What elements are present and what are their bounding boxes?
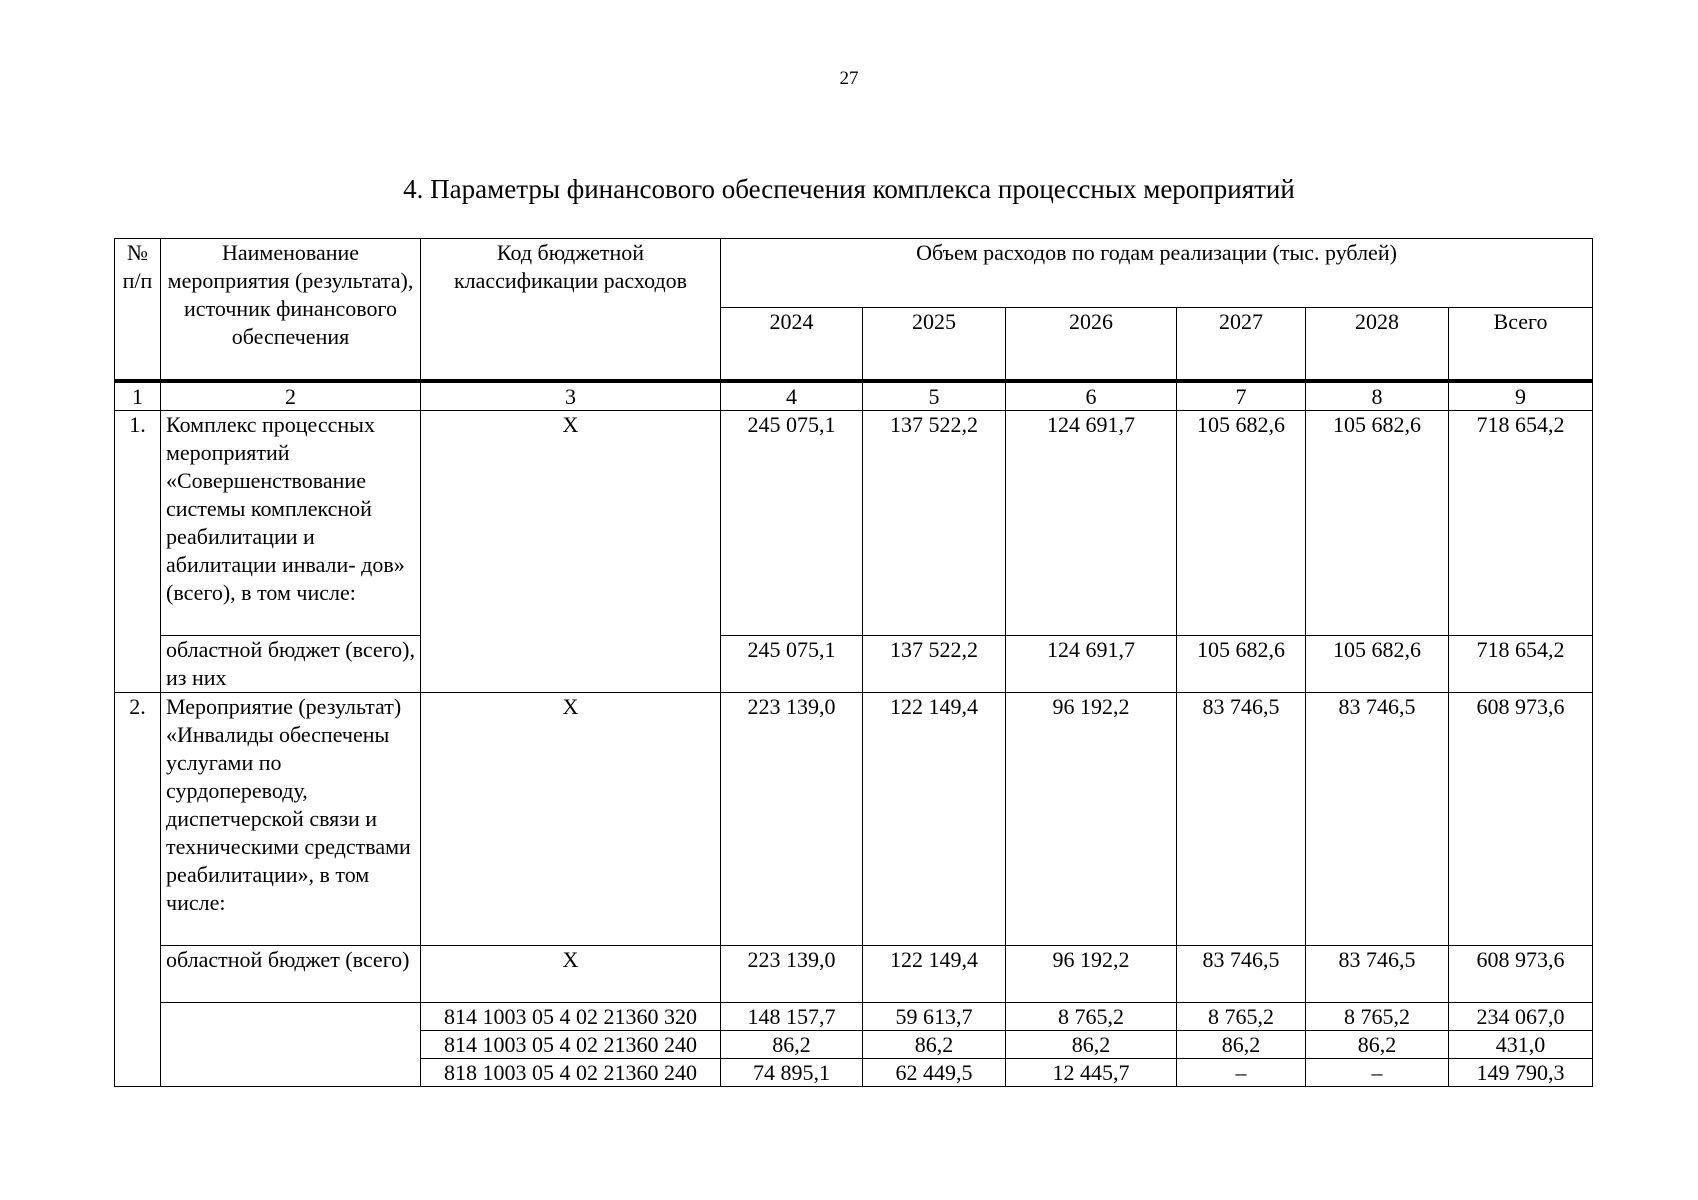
row-code: Х <box>421 946 721 1003</box>
header-row <box>115 239 1593 308</box>
row-value: 124 691,7 <box>1006 636 1177 693</box>
row-value: 122 149,4 <box>863 946 1006 1003</box>
row-value-total: 718 654,2 <box>1449 411 1593 636</box>
table-row <box>115 1003 1593 1031</box>
row-value: 105 682,6 <box>1177 411 1306 636</box>
header-year: 2024 <box>721 308 863 381</box>
header-total: Всего <box>1449 308 1593 381</box>
row-value: 122 149,4 <box>863 693 1006 946</box>
row-value: 74 895,1 <box>721 1059 863 1087</box>
row-value: 86,2 <box>1177 1031 1306 1059</box>
row-value: 83 746,5 <box>1306 946 1449 1003</box>
row-value-total: 608 973,6 <box>1449 946 1593 1003</box>
page-number: 27 <box>839 68 859 89</box>
row-value-total: 149 790,3 <box>1449 1059 1593 1087</box>
header-code: Код бюджетной классификации расходов <box>421 239 721 382</box>
row-code: 818 1003 05 4 02 21360 240 <box>421 1059 721 1087</box>
row-value: 86,2 <box>1006 1031 1177 1059</box>
row-value: 245 075,1 <box>721 411 863 636</box>
header-year: 2027 <box>1177 308 1306 381</box>
row-name: Комплекс процессных мероприятий «Совершенствование системы комплексной реабилитации и абилитации инвали- дов» (всего), в том числе: <box>161 411 421 636</box>
row-value: 62 449,5 <box>863 1059 1006 1087</box>
row-value: 8 765,2 <box>1306 1003 1449 1031</box>
row-code: 814 1003 05 4 02 21360 240 <box>421 1031 721 1059</box>
row-name: областной бюджет (всего) <box>161 946 421 1003</box>
row-value-total: 234 067,0 <box>1449 1003 1593 1031</box>
row-value: – <box>1177 1059 1306 1087</box>
row-value: 105 682,6 <box>1306 411 1449 636</box>
header-volume: Объем расходов по годам реализации (тыс. рублей) <box>721 239 1593 308</box>
row-value: – <box>1306 1059 1449 1087</box>
row-value: 96 192,2 <box>1006 946 1177 1003</box>
table-row <box>115 411 1593 636</box>
row-value: 86,2 <box>1306 1031 1449 1059</box>
table-row <box>115 693 1593 946</box>
row-code: Х <box>421 411 721 693</box>
row-code: Х <box>421 693 721 946</box>
column-number: 7 <box>1177 381 1306 411</box>
row-name: областной бюджет (всего), из них <box>161 636 421 693</box>
row-value: 223 139,0 <box>721 946 863 1003</box>
row-value-total: 718 654,2 <box>1449 636 1593 693</box>
header-num: № п/п <box>115 239 161 382</box>
row-name-empty <box>161 1003 421 1087</box>
row-value: 86,2 <box>863 1031 1006 1059</box>
column-number: 9 <box>1449 381 1593 411</box>
row-value: 137 522,2 <box>863 411 1006 636</box>
header-year: 2026 <box>1006 308 1177 381</box>
header-year: 2028 <box>1306 308 1449 381</box>
row-value-total: 608 973,6 <box>1449 693 1593 946</box>
row-value: 83 746,5 <box>1177 693 1306 946</box>
column-number: 4 <box>721 381 863 411</box>
row-value: 83 746,5 <box>1306 693 1449 946</box>
header-year: 2025 <box>863 308 1006 381</box>
row-value: 124 691,7 <box>1006 411 1177 636</box>
row-value: 86,2 <box>721 1031 863 1059</box>
column-number-row <box>115 381 1593 411</box>
row-value: 245 075,1 <box>721 636 863 693</box>
column-number: 1 <box>115 381 161 411</box>
row-value: 148 157,7 <box>721 1003 863 1031</box>
column-number: 5 <box>863 381 1006 411</box>
column-number: 8 <box>1306 381 1449 411</box>
header-name: Наименование мероприятия (результата), источник финансового обеспечения <box>161 239 421 382</box>
row-value: 96 192,2 <box>1006 693 1177 946</box>
row-value-total: 431,0 <box>1449 1031 1593 1059</box>
column-number: 3 <box>421 381 721 411</box>
column-number: 2 <box>161 381 421 411</box>
row-value: 105 682,6 <box>1177 636 1306 693</box>
row-number: 1. <box>115 411 161 693</box>
row-code: 814 1003 05 4 02 21360 320 <box>421 1003 721 1031</box>
financing-table <box>114 238 1593 1087</box>
row-value: 8 765,2 <box>1006 1003 1177 1031</box>
row-value: 137 522,2 <box>863 636 1006 693</box>
row-value: 105 682,6 <box>1306 636 1449 693</box>
section-title: 4. Параметры финансового обеспечения комплекса процессных мероприятий <box>403 174 1295 204</box>
table-row <box>115 636 1593 693</box>
row-value: 223 139,0 <box>721 693 863 946</box>
row-name: Мероприятие (результат) «Инвалиды обеспечены услугами по сурдопереводу, диспетчерской связи и техническими средствами реабилитации», в том числе: <box>161 693 421 946</box>
row-number: 2. <box>115 693 161 1087</box>
table-row <box>115 946 1593 1003</box>
row-value: 59 613,7 <box>863 1003 1006 1031</box>
row-value: 8 765,2 <box>1177 1003 1306 1031</box>
row-value: 83 746,5 <box>1177 946 1306 1003</box>
row-value: 12 445,7 <box>1006 1059 1177 1087</box>
column-number: 6 <box>1006 381 1177 411</box>
